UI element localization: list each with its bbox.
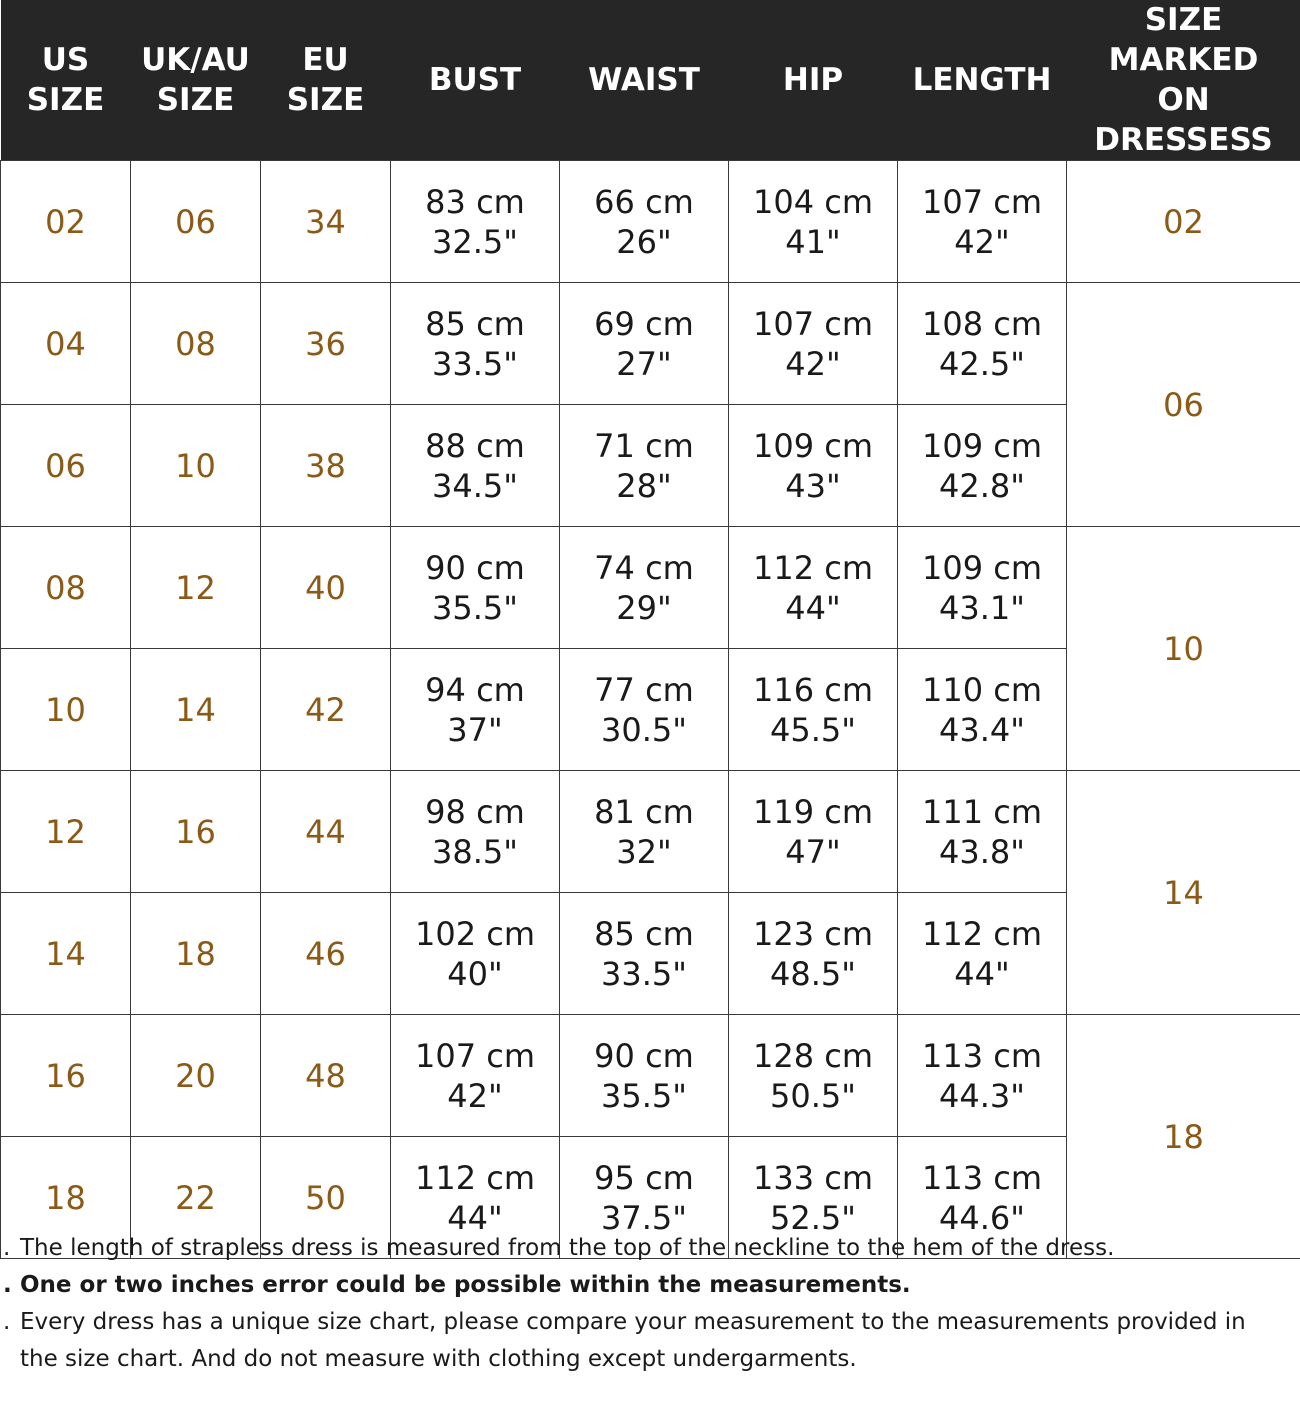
hip-cell — [729, 161, 898, 283]
hip-value: 107 cm — [752, 304, 873, 343]
bust-value: 102 cm — [414, 914, 535, 953]
header-label-line: UK/AU — [141, 42, 250, 78]
waist-value: 28" — [616, 466, 672, 505]
table-row — [1, 1015, 1300, 1137]
bust-value: 98 cm — [425, 792, 525, 831]
length-value: 44" — [954, 954, 1010, 993]
hip-value: 133 cm — [752, 1158, 873, 1197]
uk-au-size-cell: 08 — [131, 283, 261, 405]
header-label-line: LENGTH — [912, 62, 1052, 98]
bust-value: 83 cm — [425, 182, 525, 221]
table-header — [1, 0, 1300, 161]
waist-cell — [560, 893, 729, 1015]
waist-cell — [560, 1015, 729, 1137]
bust-cell — [391, 1015, 560, 1137]
bullet-icon: . — [3, 1309, 11, 1335]
header-row — [1, 0, 1300, 161]
bust-value: 38.5" — [432, 832, 518, 871]
header-label-line: SIZE — [26, 82, 105, 118]
header-label-line: SIZE — [156, 82, 235, 118]
us-size-cell: 06 — [1, 405, 131, 527]
hip-value: 43" — [785, 466, 841, 505]
length-value: 44.6" — [939, 1198, 1025, 1237]
note-item — [0, 1304, 1290, 1378]
waist-value: 37.5" — [601, 1198, 687, 1237]
waist-value: 95 cm — [594, 1158, 694, 1197]
hip-value: 52.5" — [770, 1198, 856, 1237]
bust-value: 40" — [447, 954, 503, 993]
size-notes — [0, 1230, 1290, 1378]
waist-cell — [560, 527, 729, 649]
bust-value: 44" — [447, 1198, 503, 1237]
bust-value: 94 cm — [425, 670, 525, 709]
length-cell — [898, 161, 1067, 283]
us-size-cell: 12 — [1, 771, 131, 893]
us-size-cell: 14 — [1, 893, 131, 1015]
header-uk-au-size — [131, 0, 261, 161]
waist-value: 66 cm — [594, 182, 694, 221]
length-value: 44.3" — [939, 1076, 1025, 1115]
hip-value: 48.5" — [770, 954, 856, 993]
note-item — [0, 1267, 1290, 1304]
hip-value: 112 cm — [752, 548, 873, 587]
table-row — [1, 527, 1300, 649]
hip-cell — [729, 771, 898, 893]
hip-cell — [729, 649, 898, 771]
waist-value: 90 cm — [594, 1036, 694, 1075]
hip-value: 44" — [785, 588, 841, 627]
bust-value: 42" — [447, 1076, 503, 1115]
uk-au-size-cell: 16 — [131, 771, 261, 893]
size-marked-cell: 06 — [1067, 283, 1300, 527]
note-text: The length of strapless dress is measured from the top of the neckline to the hem of the dress. — [20, 1235, 1115, 1261]
us-size-cell: 08 — [1, 527, 131, 649]
eu-size-cell: 38 — [261, 405, 391, 527]
bust-value: 37" — [447, 710, 503, 749]
header-label-line: BUST — [428, 62, 522, 98]
eu-size-cell: 48 — [261, 1015, 391, 1137]
header-size-marked — [1067, 0, 1300, 161]
bust-cell — [391, 649, 560, 771]
note-text: One or two inches error could be possible within the measurements. — [20, 1272, 911, 1298]
waist-cell — [560, 161, 729, 283]
uk-au-size-cell: 22 — [131, 1137, 261, 1259]
eu-size-cell: 46 — [261, 893, 391, 1015]
waist-value: 85 cm — [594, 914, 694, 953]
eu-size-cell: 50 — [261, 1137, 391, 1259]
waist-value: 29" — [616, 588, 672, 627]
length-value: 111 cm — [921, 792, 1042, 831]
length-value: 42.5" — [939, 344, 1025, 383]
uk-au-size-cell: 12 — [131, 527, 261, 649]
bullet-icon: . — [3, 1272, 12, 1298]
bust-cell — [391, 405, 560, 527]
uk-au-size-cell: 20 — [131, 1015, 261, 1137]
bust-value: 90 cm — [425, 548, 525, 587]
length-value: 107 cm — [921, 182, 1042, 221]
note-text: Every dress has a unique size chart, please compare your measurement to the measurements provided in the size chart. And do not measure with clothing except undergarments. — [20, 1309, 1246, 1372]
waist-value: 77 cm — [594, 670, 694, 709]
size-marked-cell: 02 — [1067, 161, 1300, 283]
us-size-cell: 18 — [1, 1137, 131, 1259]
hip-cell — [729, 405, 898, 527]
hip-value: 50.5" — [770, 1076, 856, 1115]
bust-value: 35.5" — [432, 588, 518, 627]
header-label-line: EU — [302, 42, 349, 78]
uk-au-size-cell: 06 — [131, 161, 261, 283]
uk-au-size-cell: 18 — [131, 893, 261, 1015]
waist-value: 32" — [616, 832, 672, 871]
bust-value: 85 cm — [425, 304, 525, 343]
length-value: 42" — [954, 222, 1010, 261]
hip-cell — [729, 527, 898, 649]
note-item — [0, 1230, 1290, 1267]
length-cell — [898, 527, 1067, 649]
length-value: 43.1" — [939, 588, 1025, 627]
header-eu-size — [261, 0, 391, 161]
header-length — [898, 0, 1067, 161]
length-value: 113 cm — [921, 1036, 1042, 1075]
header-hip — [729, 0, 898, 161]
hip-value: 128 cm — [752, 1036, 873, 1075]
length-value: 42.8" — [939, 466, 1025, 505]
length-value: 108 cm — [921, 304, 1042, 343]
length-cell — [898, 771, 1067, 893]
bust-cell — [391, 527, 560, 649]
bust-value: 88 cm — [425, 426, 525, 465]
table-row — [1, 161, 1300, 283]
table-body — [1, 161, 1300, 1259]
eu-size-cell: 40 — [261, 527, 391, 649]
eu-size-cell: 34 — [261, 161, 391, 283]
uk-au-size-cell: 14 — [131, 649, 261, 771]
header-bust — [391, 0, 560, 161]
waist-value: 35.5" — [601, 1076, 687, 1115]
length-cell — [898, 1015, 1067, 1137]
waist-value: 81 cm — [594, 792, 694, 831]
bust-cell — [391, 893, 560, 1015]
header-us-size — [1, 0, 131, 161]
size-marked-cell: 10 — [1067, 527, 1300, 771]
length-cell — [898, 649, 1067, 771]
header-waist — [560, 0, 729, 161]
length-value: 113 cm — [921, 1158, 1042, 1197]
table-row — [1, 771, 1300, 893]
length-value: 110 cm — [921, 670, 1042, 709]
header-label-line: SIZE MARKED — [1108, 2, 1259, 78]
hip-value: 119 cm — [752, 792, 873, 831]
us-size-cell: 10 — [1, 649, 131, 771]
bust-cell — [391, 283, 560, 405]
header-label-line: HIP — [782, 62, 844, 98]
hip-value: 45.5" — [770, 710, 856, 749]
waist-value: 74 cm — [594, 548, 694, 587]
us-size-cell: 02 — [1, 161, 131, 283]
waist-cell — [560, 283, 729, 405]
hip-cell — [729, 893, 898, 1015]
bust-cell — [391, 771, 560, 893]
bust-value: 34.5" — [432, 466, 518, 505]
length-value: 112 cm — [921, 914, 1042, 953]
length-value: 109 cm — [921, 548, 1042, 587]
length-cell — [898, 893, 1067, 1015]
bust-value: 33.5" — [432, 344, 518, 383]
length-value: 43.8" — [939, 832, 1025, 871]
length-cell — [898, 405, 1067, 527]
size-marked-cell: 14 — [1067, 771, 1300, 1015]
bullet-icon: . — [3, 1235, 11, 1261]
header-label-line: SIZE — [286, 82, 365, 118]
length-value: 43.4" — [939, 710, 1025, 749]
waist-value: 69 cm — [594, 304, 694, 343]
waist-cell — [560, 405, 729, 527]
size-marked-cell: 18 — [1067, 1015, 1300, 1259]
hip-value: 42" — [785, 344, 841, 383]
uk-au-size-cell: 10 — [131, 405, 261, 527]
header-label-line: US — [41, 42, 90, 78]
us-size-cell: 16 — [1, 1015, 131, 1137]
hip-value: 116 cm — [752, 670, 873, 709]
table-row — [1, 283, 1300, 405]
eu-size-cell: 42 — [261, 649, 391, 771]
bust-value: 32.5" — [432, 222, 518, 261]
us-size-cell: 04 — [1, 283, 131, 405]
hip-value: 47" — [785, 832, 841, 871]
bust-cell — [391, 161, 560, 283]
eu-size-cell: 44 — [261, 771, 391, 893]
hip-value: 109 cm — [752, 426, 873, 465]
bust-value: 107 cm — [414, 1036, 535, 1075]
hip-cell — [729, 283, 898, 405]
waist-cell — [560, 649, 729, 771]
hip-value: 41" — [785, 222, 841, 261]
waist-value: 33.5" — [601, 954, 687, 993]
eu-size-cell: 36 — [261, 283, 391, 405]
hip-value: 104 cm — [752, 182, 873, 221]
waist-value: 27" — [616, 344, 672, 383]
hip-cell — [729, 1015, 898, 1137]
waist-value: 71 cm — [594, 426, 694, 465]
bust-value: 112 cm — [414, 1158, 535, 1197]
header-label-line: ON DRESSESS — [1094, 82, 1273, 158]
length-value: 109 cm — [921, 426, 1042, 465]
hip-value: 123 cm — [752, 914, 873, 953]
length-cell — [898, 283, 1067, 405]
header-label-line: WAIST — [588, 62, 700, 98]
waist-value: 30.5" — [601, 710, 687, 749]
waist-cell — [560, 771, 729, 893]
waist-value: 26" — [616, 222, 672, 261]
